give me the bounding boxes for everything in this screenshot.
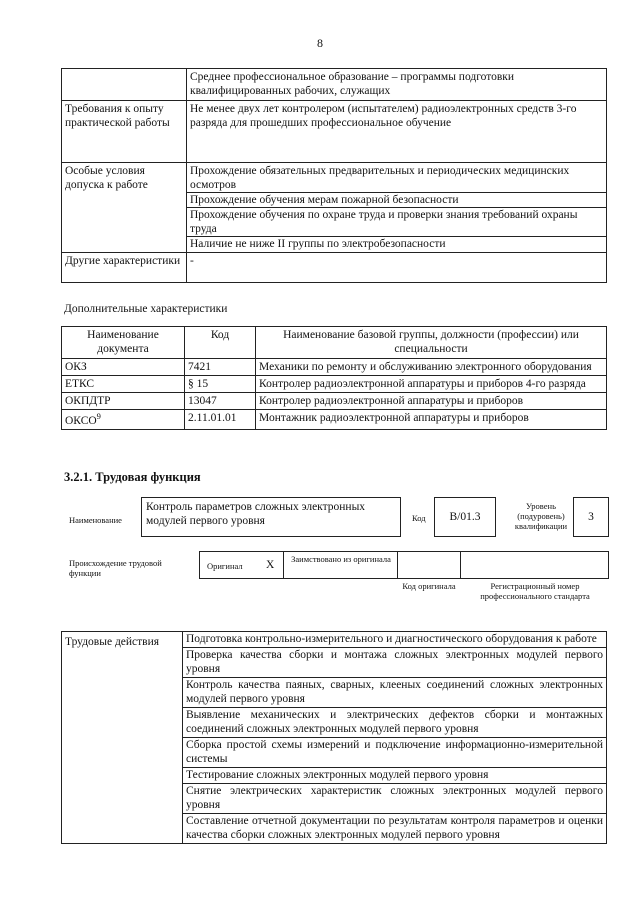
- table-row: [62, 101, 607, 163]
- function-heading: 3.2.1. Трудовая функция: [64, 470, 201, 484]
- table-header-row: [62, 327, 607, 359]
- list-item: Подготовка контрольно-измерительного и диагностического оборудования к работе: [183, 632, 606, 648]
- column-header: Наименование документа: [62, 327, 185, 359]
- level-box: [573, 497, 609, 537]
- list-item: Сборка простой схемы измерений и подключение информационно-измерительной системы: [183, 738, 606, 768]
- requirements-table: [61, 68, 607, 283]
- list-item: Проверка качества сборки и монтажа сложных электронных модулей первого уровня: [183, 648, 606, 678]
- actions-label: Трудовые действия: [62, 632, 183, 844]
- table-row: [62, 359, 607, 376]
- condition-line: Прохождение обучения по охране труда и проверки знания требований охраны труда: [187, 208, 606, 237]
- original-mark: X: [266, 559, 275, 571]
- function-name: Контроль параметров сложных электронных модулей первого уровня: [146, 501, 366, 527]
- divider: [397, 552, 398, 578]
- code-label: Код: [412, 513, 426, 523]
- row-value: Среднее профессиональное образование – программы подготовки квалифицированных рабочих, служащих: [187, 69, 607, 101]
- page-number: 8: [317, 36, 323, 50]
- column-header: Наименование базовой группы, должности (профессии) или специальности: [256, 327, 607, 359]
- cell-doc: ОКСО$^9$: [62, 410, 185, 430]
- cell-name: Контролер радиоэлектронной аппаратуры и приборов: [256, 393, 607, 410]
- table-row: [62, 393, 607, 410]
- original-label: Оригинал: [207, 561, 243, 571]
- condition-line: Наличие не ниже II группы по электробезопасности: [190, 238, 446, 250]
- row-value: [187, 163, 607, 253]
- condition-line: Прохождение обучения мерам пожарной безопасности: [187, 193, 606, 208]
- borrowed-label: Заимствовано из оригинала: [291, 554, 391, 564]
- table-row: [62, 253, 607, 283]
- list-item: Контроль качества паяных, сварных, клееных соединений сложных электронных модулей первого уровня: [183, 678, 606, 708]
- column-header: Код: [185, 327, 256, 359]
- cell-name: Механики по ремонту и обслуживанию электронного оборудования: [256, 359, 607, 376]
- row-label: [62, 69, 187, 101]
- divider: [283, 552, 284, 578]
- divider: [460, 552, 461, 578]
- table-row: [62, 632, 607, 844]
- code-caption: Код оригинала: [402, 581, 456, 591]
- cell-doc: ЕТКС: [62, 376, 185, 393]
- table-row: [62, 376, 607, 393]
- cell-name: Контролер радиоэлектронной аппаратуры и приборов 4-го разряда: [256, 376, 607, 393]
- actions-table: [61, 631, 607, 844]
- row-value: -: [187, 253, 607, 283]
- additional-heading: Дополнительные характеристики: [64, 303, 228, 315]
- level-label: Уровень (подуровень) квалификации: [514, 501, 568, 531]
- origin-label: Происхождение трудовой функции: [69, 558, 162, 578]
- row-value: Не менее двух лет контролером (испытателем) радиоэлектронных средств 3-го разряда для прошедших профессиональное обучение: [187, 101, 607, 163]
- list-item: Выявление механических и электрических дефектов сборки и монтажных соединений сложных электронных модулей первого уровня: [183, 708, 606, 738]
- list-item: Снятие электрических характеристик сложных электронных модулей первого уровня: [183, 784, 606, 814]
- cell-doc: ОКЗ: [62, 359, 185, 376]
- cell-code: 7421: [185, 359, 256, 376]
- cell-name: Монтажник радиоэлектронной аппаратуры и приборов: [256, 410, 607, 430]
- additional-table: [61, 326, 607, 430]
- table-row: [62, 410, 607, 430]
- condition-line: Прохождение обязательных предварительных и периодических медицинских осмотров: [187, 164, 606, 193]
- cell-code: 2.11.01.01: [185, 410, 256, 430]
- origin-box: [199, 551, 609, 579]
- cell-code: § 15: [185, 376, 256, 393]
- code-box: [434, 497, 496, 537]
- row-label: Особые условия допуска к работе: [62, 163, 187, 253]
- function-name-box: [141, 497, 401, 537]
- function-code: B/01.3: [449, 511, 481, 523]
- name-label: Наименование: [69, 515, 122, 525]
- list-item: Составление отчетной документации по результатам контроля параметров и оценки качества сборки сложных электронных модулей первого уровня: [186, 815, 603, 841]
- level-value: 3: [588, 511, 594, 523]
- table-row: [62, 163, 607, 253]
- row-label: Требования к опыту практической работы: [62, 101, 187, 163]
- list-item: Тестирование сложных электронных модулей первого уровня: [183, 768, 606, 784]
- actions-list: [183, 632, 607, 844]
- table-row: [62, 69, 607, 101]
- cell-doc: ОКПДТР: [62, 393, 185, 410]
- row-label: Другие характеристики: [62, 253, 187, 283]
- reg-caption: Регистрационный номер профессионального стандарта: [480, 581, 590, 601]
- cell-code: 13047: [185, 393, 256, 410]
- footnote-marker: 9: [96, 411, 101, 421]
